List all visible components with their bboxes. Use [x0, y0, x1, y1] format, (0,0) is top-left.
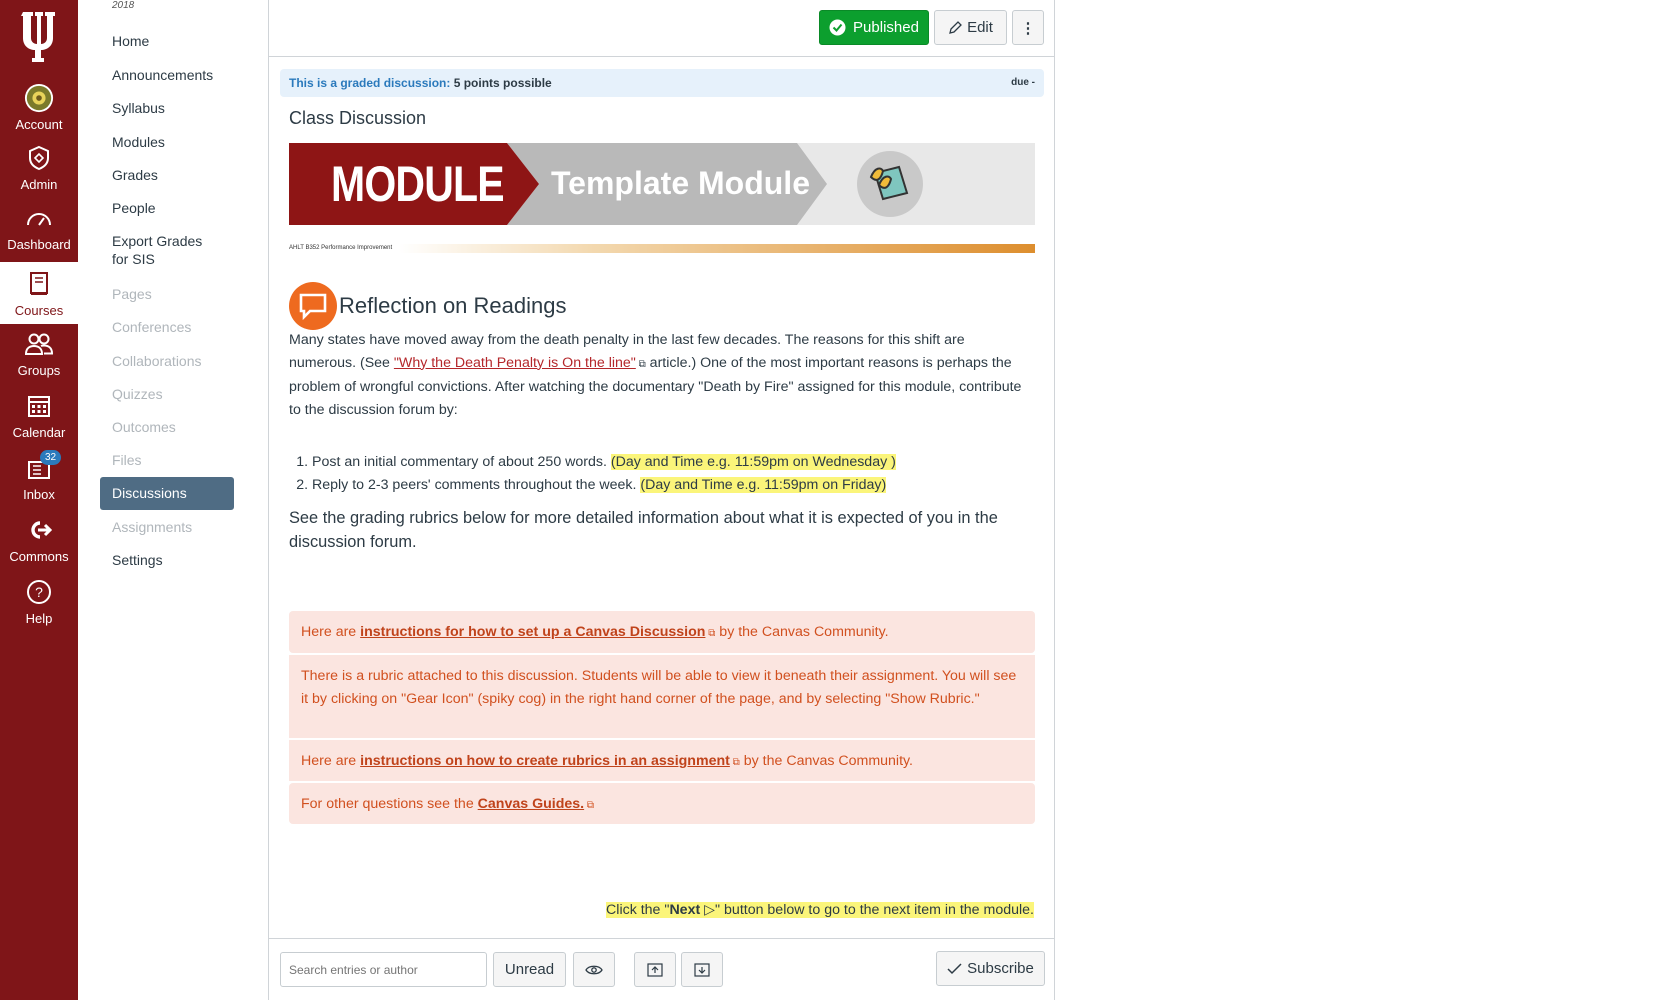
external-link-icon: ⧉ [705, 628, 716, 639]
info-box-setup [289, 611, 1035, 653]
nav-help-label: Help [25, 611, 53, 626]
course-nav [78, 0, 268, 1000]
setup-discussion-link[interactable]: instructions for how to set up a Canvas Discussion [360, 624, 706, 640]
more-options-button[interactable] [1012, 10, 1044, 45]
step2-deadline: (Day and Time e.g. 11:59pm on Friday) [640, 476, 887, 493]
course-nav-home[interactable]: Home [112, 33, 150, 49]
external-link-icon: ⧉ [635, 358, 646, 370]
graded-discussion-notice [280, 69, 1044, 97]
nav-account[interactable] [0, 76, 78, 138]
unread-label: Unread [504, 961, 555, 978]
nav-groups[interactable] [0, 322, 78, 384]
check-circle-icon [829, 19, 846, 36]
info3-text-a: Here are [301, 753, 361, 769]
published-label: Published [853, 19, 919, 36]
dashboard-gauge-icon [24, 203, 54, 233]
calendar-icon [24, 391, 54, 421]
nav-inbox[interactable] [0, 446, 78, 508]
nav-account-label: Account [15, 117, 63, 132]
discussion-content [268, 0, 1055, 1000]
svg-text:?: ? [35, 584, 43, 600]
iu-logo[interactable] [0, 4, 78, 68]
external-link-icon: ⧉ [584, 800, 595, 811]
commons-arrow-icon [24, 515, 54, 545]
external-link-icon: ⧉ [729, 757, 740, 768]
banner-module-name: Template Module [551, 165, 810, 201]
info1-text-b: by the Canvas Community. [715, 624, 889, 640]
course-nav-collaborations[interactable]: Collaborations [112, 353, 202, 369]
list-item [312, 451, 896, 474]
course-strip-label: AHLT B352 Performance Improvement [289, 245, 393, 251]
intro-paragraph [289, 329, 1035, 421]
next-instruction [606, 902, 1034, 918]
info-box-create-rubric [289, 740, 1035, 781]
nav-admin[interactable] [0, 136, 78, 198]
info3-text-b: by the Canvas Community. [739, 753, 914, 769]
due-date: due - [1011, 77, 1035, 88]
course-nav-assignments[interactable]: Assignments [112, 519, 193, 535]
course-nav-settings[interactable]: Settings [112, 552, 163, 568]
expand-replies-button[interactable] [681, 952, 723, 987]
book-icon [24, 269, 54, 299]
nav-inbox-label: Inbox [23, 487, 55, 502]
reflection-heading [289, 282, 566, 330]
intro-text-a: Many states have moved away from the death penalty in the last few decades. The reasons for this shift are numerous. (See [289, 332, 965, 371]
course-nav-export-grades[interactable]: Export Grades for SIS [112, 233, 203, 267]
nav-groups-label: Groups [17, 363, 61, 378]
canvas-guides-link[interactable]: Canvas Guides. [477, 796, 585, 812]
nav-courses[interactable] [0, 262, 78, 324]
edit-label: Edit [967, 19, 993, 36]
next-bold: Next [669, 902, 701, 918]
steps-list [312, 451, 896, 496]
course-nav-pages[interactable]: Pages [112, 286, 152, 302]
nav-dashboard[interactable] [0, 196, 78, 258]
nav-commons-label: Commons [9, 549, 69, 564]
points-possible: 5 points possible [453, 76, 552, 90]
next-text-a: Click the " [606, 902, 670, 918]
global-nav [0, 0, 78, 1000]
discussion-toolbar [269, 0, 1055, 57]
kebab-icon: ⋮ [1020, 19, 1036, 37]
course-nav-grades[interactable]: Grades [112, 167, 158, 183]
eye-icon [585, 964, 603, 976]
nav-help[interactable] [0, 570, 78, 632]
course-strip-gradient [399, 244, 1035, 253]
banner-module-word: MODULE [331, 156, 504, 212]
iu-trident-icon [19, 10, 59, 62]
help-icon [24, 577, 54, 607]
course-term: 2018 [112, 0, 135, 11]
info-box-rubric: There is a rubric attached to this discussion. Students will be able to view it beneath their assignment. You will see it by clicking on "Gear Icon" (spiky cog) in the right hand corner of the page, and by selecting "Show Rubric." [289, 655, 1035, 738]
people-icon [24, 329, 54, 359]
shield-icon [24, 143, 54, 173]
info-box-guides [289, 783, 1035, 824]
chat-bubble-icon [289, 282, 337, 330]
reflection-title: Reflection on Readings [339, 293, 567, 318]
nav-commons[interactable] [0, 508, 78, 570]
list-item [312, 474, 896, 497]
subscribe-label: Subscribe [967, 960, 1034, 977]
course-nav-syllabus[interactable]: Syllabus [112, 100, 165, 116]
nav-courses-label: Courses [14, 303, 64, 318]
expand-icon [694, 963, 710, 977]
nav-calendar[interactable] [0, 384, 78, 446]
search-entries-input[interactable] [280, 952, 487, 987]
discussion-title: Class Discussion [289, 108, 427, 128]
show-read-toggle[interactable] [573, 952, 615, 987]
edit-button[interactable] [934, 10, 1007, 45]
course-nav-files[interactable]: Files [112, 452, 142, 468]
banner-book-icon [857, 151, 923, 217]
info1-text-a: Here are [301, 624, 361, 640]
nav-calendar-label: Calendar [12, 425, 66, 440]
create-rubric-link[interactable]: instructions on how to create rubrics in an assignment [360, 753, 730, 769]
subscribe-button[interactable] [936, 951, 1045, 986]
check-icon [947, 963, 962, 975]
pencil-icon [948, 20, 963, 35]
next-text-b: ▷" button below to go to the next item in the module. [700, 902, 1034, 918]
info4-text-a: For other questions see the [301, 796, 478, 812]
step1-text: Post an initial commentary of about 250 words. [312, 454, 611, 470]
course-nav-outcomes[interactable]: Outcomes [112, 419, 176, 435]
nav-admin-label: Admin [20, 177, 58, 192]
collapse-replies-button[interactable] [634, 952, 676, 987]
account-avatar-icon [24, 83, 54, 113]
graded-label: This is a graded discussion: [289, 76, 451, 90]
course-nav-discussions[interactable]: Discussions [100, 477, 234, 510]
course-nav-people[interactable]: People [112, 200, 156, 216]
discussion-filter-bar [269, 938, 1055, 1000]
step1-deadline: (Day and Time e.g. 11:59pm on Wednesday ) [610, 454, 896, 470]
course-nav-announcements[interactable]: Announcements [112, 67, 214, 83]
nav-dashboard-label: Dashboard [7, 237, 71, 252]
course-nav-modules[interactable]: Modules [112, 134, 165, 150]
published-button[interactable] [819, 10, 929, 45]
collapse-icon [647, 963, 663, 977]
module-banner-image [289, 143, 1035, 225]
inbox-unread-badge: 32 [40, 450, 61, 465]
intro-text-b: article.) One of the most important reasons is perhaps the problem of wrongful convictions. After watching the documentary "Death by Fire" assigned for this module, contribute to the discussion forum by: [289, 354, 1022, 418]
course-nav-quizzes[interactable]: Quizzes [112, 386, 163, 402]
course-nav-conferences[interactable]: Conferences [112, 319, 192, 335]
rubric-paragraph: See the grading rubrics below for more detailed information about what it is expected of you in the discussion forum. [289, 509, 998, 551]
death-penalty-article-link[interactable]: "Why the Death Penalty is On the line" [393, 354, 636, 371]
unread-filter-button[interactable] [493, 952, 566, 987]
step2-text: Reply to 2-3 peers' comments throughout the week. [312, 476, 641, 493]
course-title-strip [289, 243, 1035, 253]
